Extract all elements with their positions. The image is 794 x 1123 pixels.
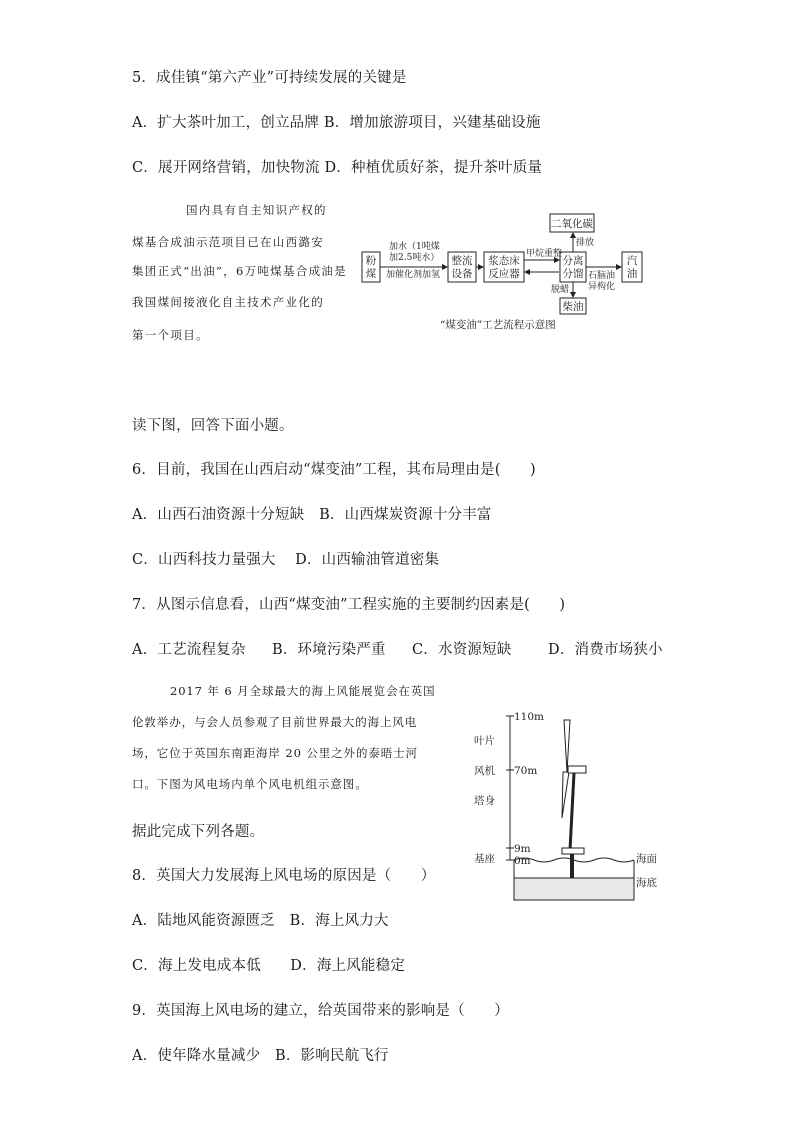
box-zhengliu-label-1: 整流 — [451, 255, 473, 267]
q7-option-d: D．消费市场狭小 — [548, 642, 663, 658]
part-nacelle: 风机 — [474, 765, 495, 777]
read-prompt: 读下图，回答下面小题。 — [132, 418, 294, 434]
q5-options-cd: C．展开网络营销，加快物流 D．种植优质好茶，提升茶叶质量 — [132, 160, 543, 176]
box-chaiyou-label: 柴油 — [562, 301, 584, 313]
wind-passage-line-2: 伦敦举办，与会人员参观了目前世界最大的海上风电 — [132, 715, 418, 729]
box-co2-label: 二氧化碳 — [551, 218, 593, 230]
tower — [570, 773, 574, 850]
q9-stem: 9．英国海上风电场的建立，给英国带来的影响是（ ） — [132, 1003, 509, 1019]
coal-passage-line-3: 集团正式“出油”，6万吨煤基合成油是 — [132, 264, 347, 278]
wind-turbine-diagram — [466, 700, 666, 905]
coal-passage-line-2: 煤基合成油示范项目已在山西潞安 — [132, 235, 324, 249]
part-tower: 塔身 — [474, 795, 495, 807]
coal-diagram-caption: “煤变油”工艺流程示意图 — [440, 319, 556, 331]
q6-options-cd: C．山西科技力量强大 D．山西输油管道密集 — [132, 552, 440, 568]
coal-to-oil-diagram — [360, 210, 650, 335]
height-70m: 70m — [514, 765, 538, 777]
q7-option-b: B．环境污染严重 — [272, 642, 386, 658]
height-110m: 110m — [514, 711, 544, 723]
q6-stem: 6．目前，我国在山西启动“煤变油”工程，其布局理由是( ) — [132, 462, 536, 478]
wind-passage-line-1: 2017 年 6 月全球最大的海上风能展览会在英国 — [170, 684, 436, 698]
blade-down — [562, 772, 569, 818]
box-fenli-label-2: 分馏 — [562, 268, 584, 280]
height-0m: 0m — [514, 855, 531, 867]
box-qiyou-label-2: 油 — [626, 268, 638, 280]
label-emit: 排放 — [576, 238, 595, 248]
coal-passage-line-4: 我国煤间接液化自主技术产业化的 — [132, 295, 324, 309]
label-water-2: 加2.5吨水） — [389, 253, 440, 263]
coal-passage-line-1: 国内具有自主知识产权的 — [186, 203, 327, 217]
q9-options-ab: A．使年降水量减少 B．影响民航飞行 — [132, 1048, 389, 1064]
nacelle — [568, 766, 586, 773]
box-fenmei-label-1: 粉 — [365, 255, 377, 267]
label-sea-floor: 海底 — [636, 877, 657, 889]
q6-options-ab: A．山西石油资源十分短缺 B．山西煤炭资源十分丰富 — [132, 507, 492, 523]
q8-stem: 8．英国大力发展海上风电场的原因是（ ） — [132, 868, 436, 884]
label-sea-surface: 海面 — [636, 853, 657, 865]
q7-option-c: C．水资源短缺 — [412, 642, 512, 658]
height-9m: 9m — [514, 843, 531, 855]
label-isomer-1: 石脑油 — [588, 271, 616, 281]
box-jiangtai-label-1: 浆态床 — [488, 255, 520, 267]
sea-floor — [514, 878, 634, 900]
q8-options-ab: A．陆地风能资源匮乏 B．海上风力大 — [132, 913, 389, 929]
part-blade: 叶片 — [474, 735, 495, 747]
box-jiangtai-label-2: 反应器 — [488, 268, 520, 280]
label-water-1: 加水（1吨煤 — [389, 242, 440, 252]
box-zhengliu-label-2: 设备 — [451, 268, 473, 280]
part-base: 基座 — [474, 853, 495, 865]
q8-options-cd: C．海上发电成本低 D．海上风能稳定 — [132, 958, 406, 974]
base-platform — [562, 848, 584, 854]
label-dewax: 脱蜡 — [551, 285, 570, 295]
q7-option-a: A．工艺流程复杂 — [132, 642, 246, 658]
blade-up — [564, 720, 570, 772]
q5-options-ab: A．扩大茶叶加工，创立品牌 B．增加旅游项目，兴建基础设施 — [132, 115, 541, 131]
label-catalyst: 加催化剂加氢 — [386, 270, 441, 280]
coal-passage-line-5: 第一个项目。 — [132, 328, 209, 342]
q7-stem: 7．从图示信息看，山西“煤变油”工程实施的主要制约因素是( ) — [132, 597, 566, 613]
wind-passage-line-3: 场，它位于英国东南距海岸 20 公里之外的泰晤士河 — [132, 746, 418, 760]
wind-passage-line-4: 口。下图为风电场内单个风电机组示意图。 — [132, 777, 368, 791]
box-fenli-label-1: 分离 — [562, 255, 584, 267]
wind-prompt: 据此完成下列各题。 — [132, 824, 265, 840]
box-fenmei-label-2: 煤 — [365, 268, 377, 280]
box-qiyou-label-1: 汽 — [626, 255, 638, 267]
label-isomer-2: 异构化 — [588, 282, 616, 292]
q5-stem: 5．成佳镇“第六产业”可持续发展的关键是 — [132, 70, 407, 86]
label-recycle: 甲烷重整 — [526, 249, 563, 259]
